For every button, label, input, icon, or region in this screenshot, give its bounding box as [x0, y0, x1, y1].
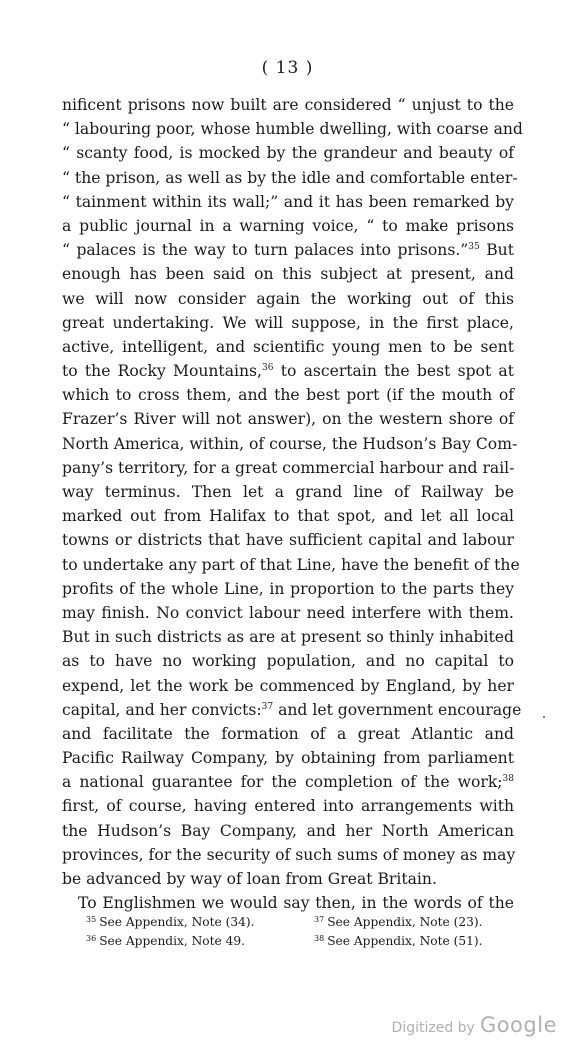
text-fragment: “ palaces is the way to turn palaces into prisons.” — [62, 241, 469, 260]
footnote-ref: 38 — [502, 774, 514, 785]
text-line: may finish. No convict labour need interfere with them. — [62, 603, 514, 622]
footnote-number: 36 — [86, 934, 97, 943]
text-line: towns or districts that have sufficient capital and labour — [62, 531, 514, 550]
text-line: provinces, for the security of such sums of money as may — [62, 845, 516, 864]
text-line: a public journal in a warning voice, “ to make prisons — [62, 216, 514, 235]
footnote-number: 38 — [314, 934, 325, 943]
footnote-ref: 37 — [261, 701, 274, 712]
paragraph-start-line: To Englishmen we would say then, in the words of the — [78, 894, 514, 913]
footnote-number: 35 — [86, 915, 97, 924]
text-line: the Hudson’s Bay Company, and her North American — [62, 821, 514, 840]
footnote — [288, 929, 514, 948]
footnote-text: See Appendix, Note (51). — [327, 934, 483, 948]
text-line: Pacific Railway Company, by obtaining from parliament — [62, 749, 514, 768]
text-fragment: a national guarantee for the completion of the work; — [62, 773, 503, 792]
text-line: “ scanty food, is mocked by the grandeur and beauty of — [62, 144, 514, 163]
footnote-row — [62, 910, 514, 929]
text-line-with-footnote-ref — [62, 698, 522, 722]
text-line: to undertake any part of that Line, have the benefit of the — [62, 555, 520, 574]
text-line-with-footnote-ref — [62, 770, 514, 794]
text-line: marked out from Halifax to that spot, and let all local — [62, 507, 514, 526]
text-line: expend, let the work be commenced by England, by her — [62, 676, 514, 695]
text-line: Frazer’s River will not answer), on the western shore of — [62, 410, 514, 429]
text-fragment: to ascertain the best spot at — [280, 362, 515, 381]
footnote-text: See Appendix, Note 49. — [99, 934, 245, 948]
watermark-prefix: Digitized by — [391, 1020, 475, 1036]
text-line: first, of course, having entered into arrangements with — [62, 797, 514, 816]
text-line: as to have no working population, and no capital to — [62, 652, 514, 671]
footnote-row — [62, 929, 514, 948]
text-line: “ the prison, as well as by the idle and comfortable enter- — [62, 168, 518, 187]
footnote — [62, 910, 288, 929]
scan-speck — [543, 716, 545, 718]
text-line: which to cross them, and the best port (if the mouth of — [62, 386, 514, 405]
footnote — [62, 929, 288, 948]
text-line: be advanced by way of loan from Great Britain. — [62, 870, 437, 888]
text-line: and facilitate the formation of a great Atlantic and — [62, 724, 514, 743]
text-fragment: But — [486, 241, 514, 260]
footnote-ref: 35 — [468, 242, 480, 253]
text-line: “ tainment within its wall;” and it has been remarked by — [62, 192, 514, 211]
text-line-with-footnote-ref — [62, 359, 514, 383]
body-text — [62, 93, 523, 915]
text-line: nificent prisons now built are considered “ unjust to the — [62, 96, 514, 114]
text-line: enough has been said on this subject at present, and — [62, 265, 514, 284]
text-line: way terminus. Then let a grand line of Railway be — [62, 483, 514, 501]
footnote-ref: 36 — [262, 363, 274, 374]
text-line: we will now consider again the working out of this — [62, 289, 514, 308]
digitized-watermark — [392, 1013, 557, 1037]
page-number: ( 13 ) — [261, 58, 314, 78]
text-line: great undertaking. We will suppose, in the first place, — [62, 313, 514, 332]
text-fragment: and let government encourage — [278, 700, 522, 719]
text-fragment: capital, and her convicts: — [62, 700, 262, 719]
footnote — [288, 910, 514, 929]
text-line: profits of the whole Line, in proportion to the parts they — [62, 579, 514, 598]
footnote-number: 37 — [314, 915, 325, 924]
text-line: pany’s territory, for a great commercial harbour and rail- — [62, 458, 515, 477]
footnote-text: See Appendix, Note (34). — [99, 915, 255, 929]
text-line: active, intelligent, and scientific young men to be sent — [62, 337, 514, 356]
text-line: But in such districts as are at present so thinly inhabited — [62, 628, 514, 647]
text-line: North America, within, of course, the Hudson’s Bay Com- — [62, 434, 518, 453]
text-line: “ labouring poor, whose humble dwelling, with coarse and — [62, 120, 523, 139]
footnotes — [62, 910, 514, 948]
footnote-text: See Appendix, Note (23). — [327, 915, 483, 929]
text-line-with-footnote-ref — [62, 238, 514, 262]
text-fragment: to the Rocky Mountains, — [62, 362, 262, 381]
watermark-brand: Google — [479, 1013, 557, 1037]
